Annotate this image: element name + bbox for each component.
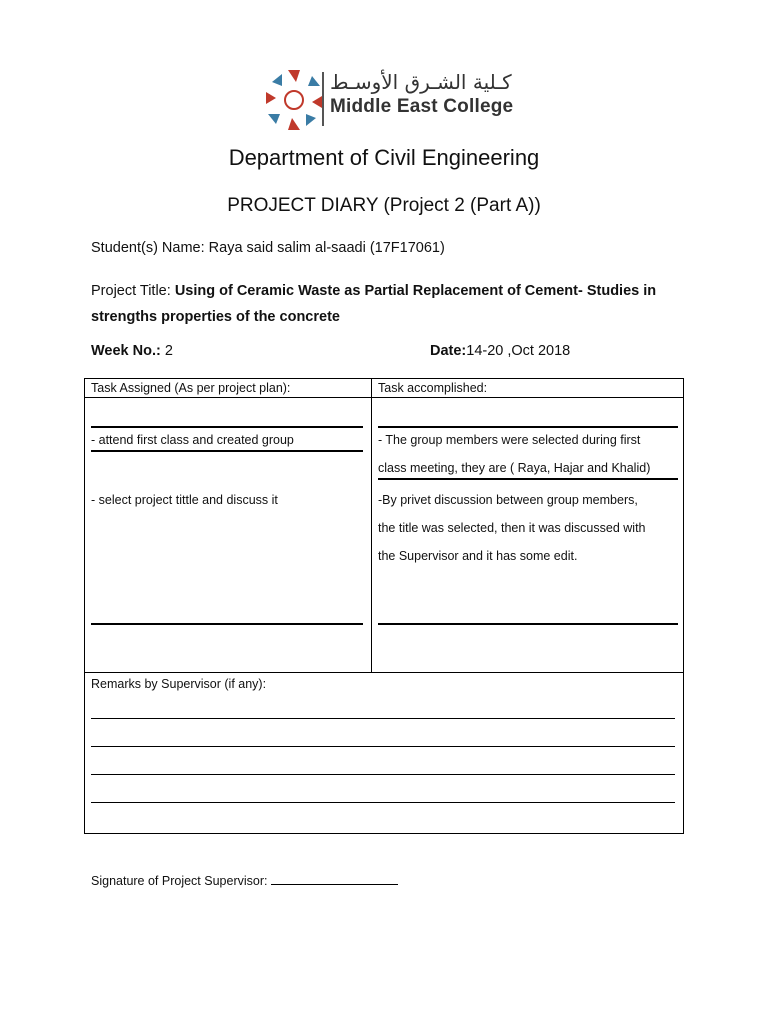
project-title-row (91, 278, 691, 330)
date-label: Date: (430, 343, 467, 359)
logo-english-text: Middle East College (330, 96, 514, 117)
assigned-task-1: - attend first class and created group (91, 433, 294, 447)
logo-emblem-icon (266, 70, 322, 130)
signature-label: Signature of Project Supervisor: (91, 874, 268, 888)
entry-line (91, 450, 363, 452)
remarks-line (91, 746, 675, 747)
accomplished-task-1-line-2: class meeting, they are ( Raya, Hajar and Khalid) (378, 461, 651, 475)
remarks-line (91, 774, 675, 775)
accomplished-task-2-line-1: -By privet discussion between group members, (378, 493, 638, 507)
assigned-task-2: - select project tittle and discuss it (91, 493, 278, 507)
remarks-line (91, 802, 675, 803)
week-value: 2 (164, 343, 173, 359)
department-title: Department of Civil Engineering (228, 145, 540, 170)
accomplished-task-1 (378, 426, 650, 482)
diary-title: PROJECT DIARY (Project 2 (Part A)) (227, 195, 541, 216)
student-name-label: Student(s) Name: (91, 240, 205, 256)
table-header-divider (84, 397, 684, 398)
week-row (91, 343, 173, 359)
student-name-value: Raya said salim al-saadi (17F17061) (208, 240, 445, 256)
entry-line (378, 623, 678, 625)
remarks-line (91, 718, 675, 719)
signature-line (271, 872, 398, 885)
project-title-value: Using of Ceramic Waste as Partial Replacement of Cement- Studies in strengths properties of the concrete (91, 283, 657, 325)
week-label: Week No.: (91, 343, 161, 359)
accomplished-task-2-line-3: the Supervisor and it has some edit. (378, 549, 578, 563)
student-name-row (91, 240, 445, 256)
remarks-label: Remarks by Supervisor (if any): (91, 677, 267, 691)
accomplished-column-header: Task accomplished: (378, 381, 488, 395)
entry-line (378, 478, 678, 480)
table-column-divider (371, 378, 372, 672)
entry-line (91, 623, 363, 625)
logo-arabic-text: كـلية الشـرق الأوسـط (330, 70, 512, 94)
accomplished-task-1-line-1: - The group members were selected during first (378, 433, 641, 447)
project-title-label: Project Title: (91, 283, 171, 299)
date-row (430, 343, 570, 359)
assigned-column-header: Task Assigned (As per project plan): (91, 381, 291, 395)
date-value: 14-20 ,Oct 2018 (466, 343, 571, 359)
remarks-divider (84, 672, 684, 673)
accomplished-task-2-line-2: the title was selected, then it was discussed with (378, 521, 646, 535)
accomplished-task-2 (378, 486, 646, 570)
entry-line (91, 426, 363, 428)
signature-row (91, 872, 398, 888)
